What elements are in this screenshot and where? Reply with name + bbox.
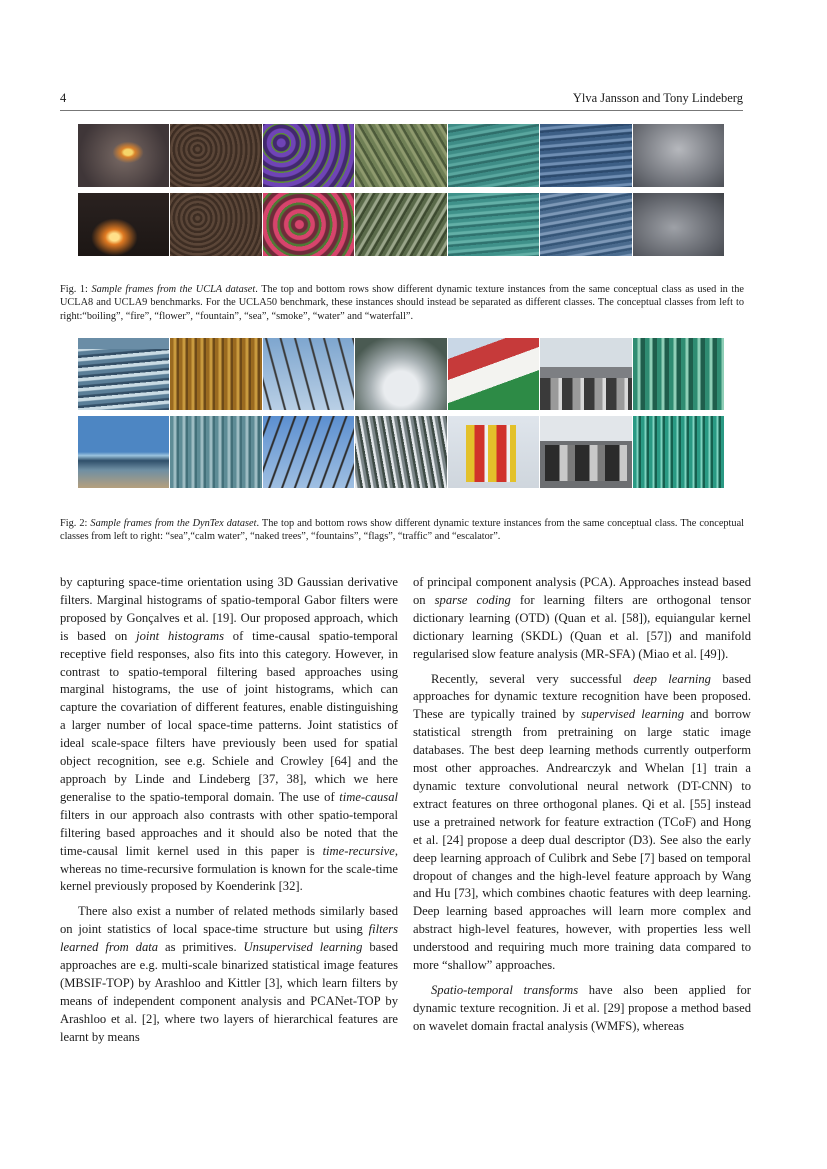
emphasis: supervised learning <box>581 707 684 722</box>
dyntex-frame-traffic-top <box>540 338 631 410</box>
figure-1-title: Sample frames from the UCLA dataset <box>91 284 256 295</box>
running-head-authors: Ylva Jansson and Tony Lindeberg <box>572 91 743 105</box>
ucla-frame-waterfall-bottom <box>633 193 724 256</box>
dyntex-frame-fountains-top <box>355 338 446 410</box>
figure-2-title: Sample frames from the DynTex dataset <box>90 518 257 529</box>
figure-1-image-grid <box>78 124 724 256</box>
ucla-frame-flower-bottom <box>263 193 354 256</box>
text-run: of time-causal spatio-temporal receptive field responses, also fits into this category. However, in contrast to spatio-temporal filtering based approaches using marginal histograms, the use of joint histograms, which can capture the covariation of different features, enable distinguishing a larger number of local space-time patterns. Joint statistics of ideal scale-space filters have previously been used for spatial object recognition, see e.g. Schiele and Crowley [64] and the approach by Linde and Lindeberg [37, 38], which we here generalise to the spatio-temporal domain. The use of <box>60 628 398 804</box>
dyntex-frame-calm-water-bottom <box>170 416 261 488</box>
body-paragraph <box>413 982 751 1036</box>
body-paragraph <box>413 671 751 975</box>
emphasis: sparse coding <box>434 592 511 607</box>
header-rule <box>60 110 743 111</box>
text-run: of principal component analysis (PCA). Approaches instead based on <box>413 575 751 607</box>
text-run: have also been applied for dynamic texture recognition. Ji et al. [29] propose a method based on wavelet domain fractal analysis (WMFS), whereas <box>413 982 752 1033</box>
ucla-frame-boiling-bottom <box>78 193 169 256</box>
body-column-left <box>60 574 398 1047</box>
ucla-frame-sea-bottom <box>448 193 539 256</box>
dyntex-frame-escalator-bottom <box>633 416 724 488</box>
text-run: , whereas no time-recursive formulation is known for the scale-time kernel previously proposed by Koenderink [32]. <box>60 843 398 894</box>
dyntex-frame-sea-bottom <box>78 416 169 488</box>
text-run: for learning filters are orthogonal tensor dictionary learning (OTD) (Quan et al. [58]), equiangular kernel dictionary learning (SKDL) (Quan et al. [57]) and manifold regularised slow feature analysis (MR-SFA) (Miao et al. [49]). <box>413 592 751 661</box>
dyntex-frame-escalator-top <box>633 338 724 410</box>
body-paragraph <box>60 574 398 896</box>
emphasis: time-causal <box>339 789 398 804</box>
ucla-frame-sea-top <box>448 124 539 187</box>
text-run: based approaches are e.g. multi-scale binarized statistical image features (MBSIF-TOP) by Arashloo and Kittler [3], which learn filters by means of independent component analysis and PCANet-TOP by Arashloo et al. [2], where two layers of hierarchical features are learnt by means <box>60 940 399 1044</box>
emphasis: Unsupervised learning <box>243 940 363 955</box>
figure-1-caption <box>60 283 744 323</box>
body-column-right <box>413 574 751 1036</box>
text-run: by capturing space-time orientation using 3D Gaussian derivative filters. Marginal histograms of spatio-temporal Gabor filters were proposed by Gonçalves et al. [19]. Our proposed approach, which is based on <box>60 575 398 643</box>
page-number: 4 <box>60 91 67 105</box>
ucla-frame-fire-bottom <box>170 193 261 256</box>
dyntex-frame-traffic-bottom <box>540 416 631 488</box>
text-run: Recently, several very successful <box>431 671 634 686</box>
emphasis: Spatio-temporal transforms <box>431 982 579 997</box>
figure-2-image-grid <box>78 338 724 488</box>
dyntex-frame-flags-bottom <box>448 416 539 488</box>
body-paragraph <box>413 574 751 664</box>
dyntex-frame-flags-top <box>448 338 539 410</box>
dyntex-frame-calm-water-top <box>170 338 261 410</box>
text-run: There also exist a number of related methods similarly based on joint statistics of local space-time structure but using <box>60 904 398 937</box>
text-run: filters in our approach also contrasts with other spatio-temporal filtering based approaches and it should also be noted that the time-causal limit kernel used in this paper is <box>60 807 398 858</box>
ucla-frame-boiling-top <box>78 124 169 187</box>
text-run: based approaches for dynamic texture recognition have been proposed. These are typically trained by <box>413 671 751 722</box>
figure-1-caption-text: . The top and bottom rows show different dynamic texture instances from the same conceptual class as used in the UCLA8 and UCLA9 benchmarks. For the UCLA50 benchmark, these instances should instead be separated as different classes. The conceptual classes from left to right:“boiling”, “fire”, “flower”, “fountain”, “sea”, “smoke”, “water” and “waterfall”. <box>60 284 744 322</box>
ucla-frame-water-top <box>540 124 631 187</box>
ucla-frame-fountain-bottom <box>355 193 446 256</box>
figure-2-label: Fig. 2: <box>60 518 88 529</box>
dyntex-frame-fountains-bottom <box>355 416 446 488</box>
emphasis: joint histograms <box>136 628 224 643</box>
emphasis: filters learned from data <box>60 922 398 955</box>
dyntex-frame-naked-trees-top <box>263 338 354 410</box>
figure-2-caption <box>60 517 744 544</box>
emphasis: time-recursive <box>322 843 395 858</box>
dyntex-frame-naked-trees-bottom <box>263 416 354 488</box>
ucla-frame-fountain-top <box>355 124 446 187</box>
figure-1-label: Fig. 1: <box>60 284 88 295</box>
body-paragraph <box>60 903 398 1046</box>
ucla-frame-waterfall-top <box>633 124 724 187</box>
text-run: and borrow statistical strength from pretraining on large static image databases. The best deep learning methods currently outperform most other approaches. Andrearczyk and Whelan [1] train a dynamic texture convolutional neural network (DT-CNN) to extract features on three orthogonal planes. Qi et al. [55] instead use a pretrained network for feature extraction (TCoF) and Hong et al. [24] propose a deep dual descriptor (D3). See also the early deep learning approach of Culibrk and Sebe [7] based on temporal dropout of changes and the high-level feature approach by Wang and Hu [73], which combines chaotic features with deep learning. Deep learning based approaches will learn more complex and abstract high-level features, however, with properties less well understood and requiring much more training data compared to more “shallow” approaches. <box>413 707 752 973</box>
ucla-frame-fire-top <box>170 124 261 187</box>
figure-2-caption-text: . The top and bottom rows show different dynamic texture instances from the same conceptual class. The conceptual classes from left to right: “sea”,“calm water”, “naked trees”, “fountains”, “flags”, “traffic” and “escalator”. <box>60 518 744 543</box>
ucla-frame-flower-top <box>263 124 354 187</box>
ucla-frame-water-bottom <box>540 193 631 256</box>
text-run: as primitives. <box>158 940 244 955</box>
emphasis: deep learning <box>633 671 711 686</box>
dyntex-frame-sea-top <box>78 338 169 410</box>
